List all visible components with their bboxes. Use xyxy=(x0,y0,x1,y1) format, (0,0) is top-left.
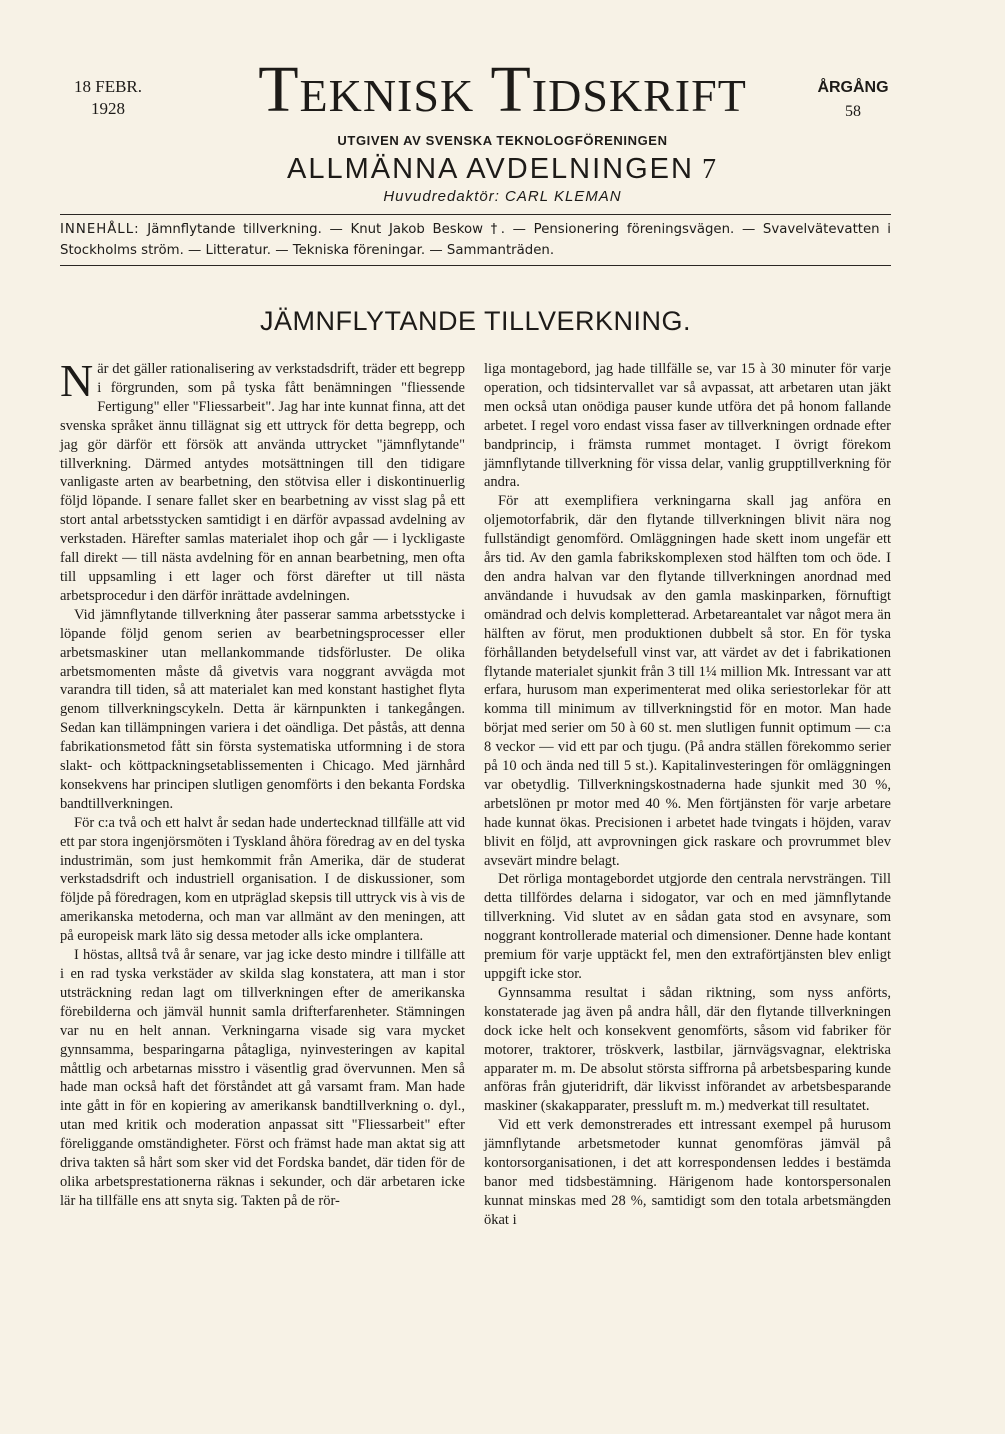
volume-label: ÅRGÅNG xyxy=(817,79,889,96)
paragraph: I höstas, alltså två år senare, var jag icke desto mindre i tillfälle att i en rad tyska verkstäder av skilda slag konstatera, att man i stor utsträckning redan lagt om tillverkningen efter de amerikanska förebilderna och jämväl hunnit samla drifterfarenheter. Stämningen var nu en helt annan. Verkningarna visade sig vara mycket gynnsamma, besparingarna påtagliga, nyinvesteringen av kapital måttlig och arbetarnas misstro i väsentlig grad övervunnen. Men så hade man också haft det förståndet att gå varsamt fram. Man hade inte gått in för en kopiering av amerikansk bandtillverkning o. dyl., utan med kritik och moderation anpassat sitt "Fliessarbeit" efter föreliggande omständigheter. Först och främst hade man aktat sig att driva takten så hårt som sker vid det Fordska bandet, där tiden för de olika arbetsprestationerna räknas i sekunder, och där arbetaren icke lär ha tillfälle ens att snyta sig. Takten på de rör- xyxy=(60,947,465,1209)
table-of-contents xyxy=(60,219,891,261)
paragraph: liga montagebord, jag hade tillfälle se, var 15 à 30 minuter för varje operation, och tidsintervallet var så avpassat, att arbetaren utan jäkt men också utan onödiga pauser kunde utföra det på honom fallande arbetet. I regel voro endast vissa faser av tillverkningen ordnade efter bandprincip, i främsta rummet montaget. I övrigt förekom jämnflytande tillverkning för vissa delar, vanlig grupptillverkning för andra. xyxy=(484,361,891,491)
paragraph: Vid jämnflytande tillverkning åter passerar samma arbetsstycke i löpande följd genom serien av bearbetningsprocesser eller arbetsmaskiner utan mellankommande tidsförluster. De olika arbetsmomenten måste då givetvis vara noggrant avvägda mot varandra till tiden, så att materialet kan med konstant hastighet flyta genom tillverkningscykeln. Detta är kärnpunkten i tankegången. Sedan kan tillämpningen variera i det oändliga. Det påstås, att denna fabrikationsmetod fått sin första systematiska utformning i de stora slakt- och köttpackningsetablissementen i Chicago. Med järnhård konsekvens har principen slutligen genomförts i den bekanta Fordska bandtillverkningen. xyxy=(60,606,465,812)
paragraph: Vid ett verk demonstrerades ett intressant exempel på hurusom jämnflytande arbetsmetoder kunnat genomföras jämväl på kontorsorganisationen, i det att korrespondensen leddes i bestämda banor med tidsbestämning. Härigenom hade kontorspersonalen kunnat minskas med 28 %, samtidigt som den totala arbetsmängden ökat i xyxy=(484,1117,891,1228)
contents-top-rule xyxy=(60,214,891,215)
paragraph: Det rörliga montagebordet utgjorde den centrala nervsträngen. Till detta tillfördes delarna i sidogator, var och en med jämnflytande tillverkning. Vid slutet av en sådan gata stod en avsynare, som noggrant kontrollerade material och dimensioner. Denne hade kontant premium för varje upptäckt fel, men den extraförtjänsten blev enligt uppgift icke stor. xyxy=(484,871,891,982)
editor-line: Huvudredaktör: CARL KLEMAN xyxy=(383,188,622,205)
paragraph: För c:a två och ett halvt år sedan hade undertecknad tillfälle att vid ett par stora ingenjörsmöten i Tyskland åhöra föredrag av en del tyska industrimän, som just hemkommit från Amerika, där de studerat verkstadsdrift och industriell organisation. I de diskussioner, som följde på föredragen, kom en utpräglad skepsis till uttryck vis à vis de amerikanska metoderna, och man var allmänt av den meningen, att på europeisk mark läto sig dessa metoder alls icke omplantera. xyxy=(60,814,465,945)
contents-text: Jämnflytande tillverkning. — Knut Jakob Beskow †. — Pensionering föreningsvägen. — Svavelvätevatten i Stockholms ström. — Litteratur. — Tekniska föreningar. — Sammanträden. xyxy=(60,222,891,258)
contents-label: INNEHÅLL: xyxy=(60,222,140,237)
article-column-right xyxy=(484,360,891,1360)
section-name: ALLMÄNNA AVDELNINGEN xyxy=(287,153,694,185)
article-column-left xyxy=(60,355,465,1360)
section-heading xyxy=(150,150,855,189)
issue-year: 1928 xyxy=(91,99,125,118)
journal-title: Teknisk Tidskrift xyxy=(258,53,747,126)
drop-cap: N xyxy=(60,355,94,406)
paragraph-text: är det gäller rationalisering av verkstadsdrift, träder ett begrepp i förgrunden, som på tyska fått benämningen "fliessende Fertigung" eller "Fliessarbeit". Jag har inte kunnat finna, att det svenska språket ännu tillägnat sig ett uttryck för detta begrepp, och jag gör därför ett försök att använda uttrycket "jämnflytande" tillverkning. Därmed antydes motsättningen till den tidigare vanligaste arten av bearbetning, den stötvisa eller i diskontinuerlig följd löpande. I senare fallet sker en bearbetning av visst slag på ett stort antal arbetsstycken samtidigt i en därför avpassad avdelning av verkstaden. Härefter samlas materialet ihop och går — i lyckligaste fall direkt — till nästa avdelning för en annan bearbetning, men ofta till uppsamling i ett lager och först därefter ut till nästa arbetsprocedur i den därför inrättade avdelningen. xyxy=(60,361,465,604)
issue-date xyxy=(58,76,158,120)
issue-day-month: 18 FEBR. xyxy=(73,77,143,96)
publisher-line: UTGIVEN AV SVENSKA TEKNOLOGFÖRENINGEN xyxy=(337,133,668,148)
section-number: 7 xyxy=(701,154,718,185)
paragraph: Gynnsamma resultat i sådan riktning, som nyss anförts, konstaterade jag även på andra håll, där den flytande tillverkningen dock icke helt och konsekvent genomförts, såsom vid fabriker för motorer, traktorer, tröskverk, lastbilar, järnvägsvagnar, elektriska apparater m. m. De absolut största siffrorna på arbetsbesparing kunde anföras från gjuteridrift, där likvisst införandet av arbetsbesparande maskiner (skakapparater, pressluft m. m.) medverkat till resultatet. xyxy=(484,984,891,1115)
paragraph xyxy=(60,355,465,606)
volume-number: 58 xyxy=(845,103,861,120)
volume-info xyxy=(808,76,898,124)
article-title: JÄMNFLYTANDE TILLVERKNING. xyxy=(259,306,692,336)
contents-bottom-rule xyxy=(60,265,891,266)
paragraph: För att exemplifiera verkningarna skall jag anföra en oljemotorfabrik, där den flytande tillverkningen blivit nära nog fullständigt genomförd. Omläggningen hade skett inom ungefär ett års tid. Av den gamla fabrikskomplexen stod hälften tom och öde. I den andra halvan var den flytande tillverkningen anordnad med användande i huvudsak av den gamla maskinparken, förnuftigt omändrad och delvis kompletterad. Arbetareantalet var något mera än hälften av förut, men produktionen dubbelt så stor. En för tyska förhållanden betydelsefull vinst var, att värdet av det i fabrikationen flytande materialet sjunkit från 3 till 1¼ million Mk. Intressant var att erfara, hurusom man experimenterat med olika seriestorlekar för att komma till minimum av tillverkningstid för en motor. Man hade börjat med serier om 50 à 60 st. men slutligen funnit optimum — c:a 8 veckor — vid ett par och tjugu. (På andra ställen förekommo serier på 10 och ända ned till 5 st.). Kapitalinvesteringen för omläggningen var obetydlig. Tillverkningskostnaderna hade sjunkit med 30 %, arbetslönen pr motor med 40 %. Men förtjänsten för varje arbetare hade kunnat ökas. Precisionen i arbetet hade tvingats i höjden, varav blivit en följd, att avprovningen gick raskare och provrummet blev avsevärt mindre belagt. xyxy=(484,493,891,869)
